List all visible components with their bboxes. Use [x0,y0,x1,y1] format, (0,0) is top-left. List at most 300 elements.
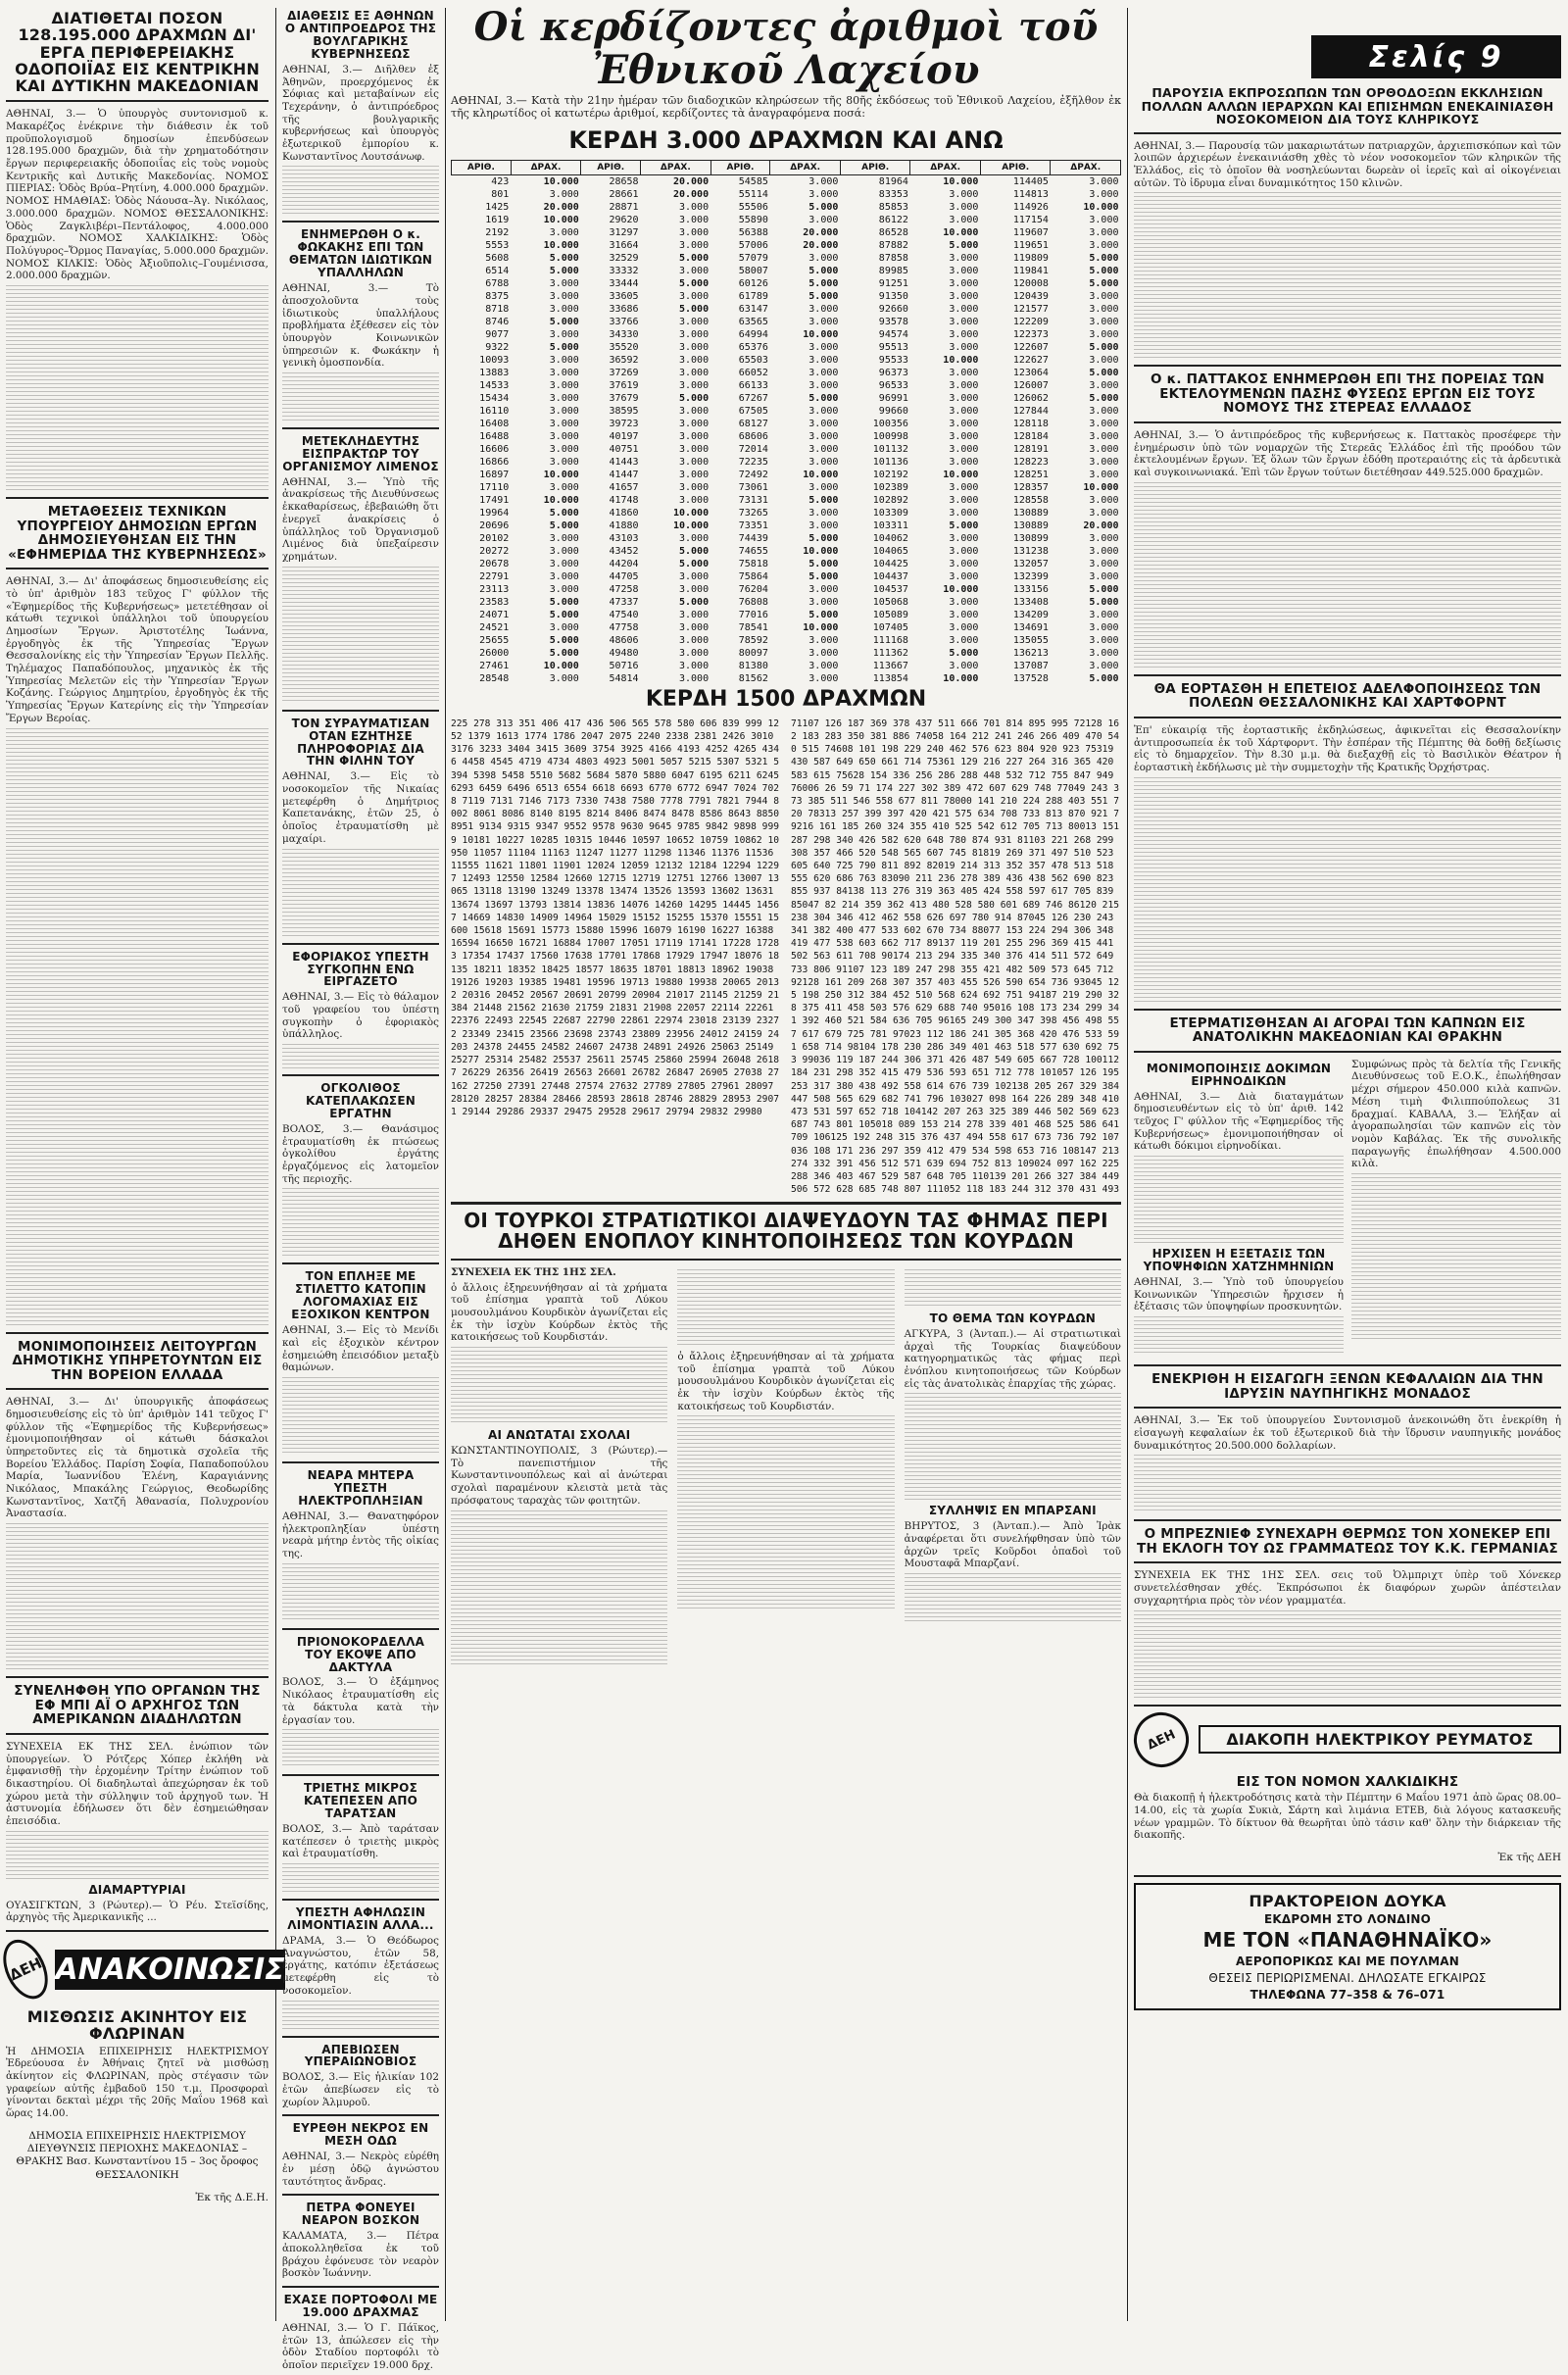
announcement-body: Θὰ διακοπῇ ἡ ἠλεκτροδότησις κατὰ τὴν Πέμπτην 6 Μαΐου 1971 ἀπὸ ὥρας 08.00–14.00, εἰς τὰ χωρία Συκιὰ, Σάρτη καὶ λιμάνια ΕΤΕΒ, διὰ λόγους κατασκευῆς νέων γραμμῶν. Τὸ δίκτυον θὰ θεωρῆται ὑπὸ τάσιν καθ' ὅλην τὴν διάρκειαν τῆς διακοπῆς. [1134,1792,1561,1842]
prize-amount: 3.000 [949,443,979,455]
ticket-number: 80097 [738,647,768,659]
ticket-number: 135055 [1012,634,1049,646]
prize-amount: 3.000 [1089,456,1119,468]
winners-list-right: 71107 126 187 369 378 437 511 666 701 814 895 995 72128 162 183 283 350 381 886 74058 164 212 241 246 266 409 470 540 515 74608 101 198 229 240 462 576 623 804 920 923 75319 430 587 649 650 661 714 75361 129 216 227 264 316 365 420 583 615 75628 154 336 256 286 288 448 532 712 755 847 949 76006 26 59 71 174 227 302 389 472 607 629 748 77049 243 373 385 511 546 558 677 811 78000 141 210 224 288 403 551 720 78313 257 399 397 420 421 575 634 708 733 813 870 921 79216 161 185 260 324 355 410 525 542 612 705 713 80013 151 287 298 340 426 582 620 648 780 874 931 81103 221 268 299 308 357 466 520 548 565 607 745 81819 269 371 497 510 523 605 640 725 790 811 892 82019 214 313 352 357 478 513 518 555 620 686 763 83090 211 236 278 389 436 438 562 690 823 855 937 84138 113 276 319 363 405 424 558 597 617 705 839 85047 82 214 359 362 413 480 528 580 601 689 746 86120 215 238 304 346 412 462 558 626 697 780 914 87045 126 230 243 341 382 400 477 533 602 670 734 88077 153 224 294 306 348 419 477 538 603 662 717 89137 119 201 255 296 369 415 441 502 563 611 708 90174 213 294 335 340 376 414 511 572 649 733 806 91107 123 189 247 298 355 421 482 509 573 645 712 92128 161 209 268 307 357 403 455 526 590 654 736 93045 125 198 250 312 384 452 510 568 624 692 751 94187 219 290 328 375 411 458 503 576 629 688 740 95016 108 173 234 299 341 392 460 521 584 636 705 96165 249 300 347 398 456 498 557 617 679 725 781 97023 112 186 241 305 368 420 476 533 591 658 714 98104 178 230 286 349 401 463 518 577 630 692 753 99036 119 187 244 306 371 426 487 549 605 667 728 100112 184 231 298 352 415 479 536 593 651 712 778 101057 126 195 253 317 380 438 492 558 614 676 739 102138 205 267 329 384 447 508 565 629 682 741 796 103027 098 164 226 289 348 410 473 531 597 652 718 104142 207 263 325 389 446 502 569 623 687 743 801 105018 089 153 214 278 339 401 468 525 586 641 709 106125 192 248 315 376 437 494 558 617 673 736 792 107036 108 171 236 297 359 412 479 534 598 653 716 108147 213 274 332 391 456 512 571 639 694 752 813 109024 097 162 225 288 346 403 467 529 587 648 705 110139 201 266 327 384 449 506 572 628 685 748 807 111052 118 183 244 312 370 431 493 [791,717,1120,1194]
headline: ΘΑ ΕΟΡΤΑΣΘΗ Η ΕΠΕΤΕΙΟΣ ΑΔΕΛΦΟΠΟΙΗΣΕΩΣ ΤΩΝ ΠΟΛΕΩΝ ΘΕΣΣΑΛΟΝΙΚΗΣ ΚΑΙ ΧΑΡΤΦΟΡΝΤ [1153,680,1542,712]
table-row [452,596,1121,609]
announcement-title: ΜΙΣΘΩΣΙΣ ΑΚΙΝΗΤΟΥ ΕΙΣ ΦΛΩΡΙΝΑΝ [26,2007,248,2044]
ticket-number: 105068 [872,596,908,608]
table-row [452,328,1121,341]
ticket-number: 25655 [479,634,510,646]
prize-amount: 10.000 [803,545,839,557]
ticket-number: 19964 [479,507,510,519]
headline: ΟΓΚΟΛΙΘΟΣ ΚΑΤΕΠΛΑΚΩΣΕΝ ΕΡΓΑΤΗΝ [306,1081,416,1121]
table-row [452,609,1121,621]
prize-amount: 5.000 [549,507,579,519]
prize-amount: 3.000 [949,621,979,633]
prize-amount: 5.000 [549,634,579,646]
prize-amount: 3.000 [678,647,710,659]
prize-amount: 5.000 [1089,341,1119,353]
ad-line: ΕΚΔΡΟΜΗ ΣΤΟ ΛΟΝΔΙΝΟ [1263,1912,1432,1927]
ticket-number: 23113 [479,583,510,595]
headline: ΤΟΝ ΣΥΡΑΥΜΑΤΙΣΑΝ ΟΤΑΝ ΕΖΗΤΗΣΕ ΠΛΗΡΟΦΟΡΙΑΣ ΔΙΑ ΤΗΝ ΦΙΛΗΝ ΤΟΥ [291,716,430,768]
prize-amount: 3.000 [949,265,979,276]
ticket-number: 41860 [609,507,639,519]
prize-amount: 3.000 [808,520,839,531]
ticket-number: 33444 [609,277,639,289]
prize-amount: 3.000 [678,532,710,544]
prize-amount: 3.000 [949,392,979,404]
prize-amount: 5.000 [549,252,579,264]
prize-amount: 3.000 [949,277,979,289]
prize-amount: 3.000 [678,418,710,429]
prize-amount: 5.000 [549,596,579,608]
prize-amount: 3.000 [549,583,579,595]
table-row [452,174,1121,188]
article-body: ΑΘΗΝΑΙ, 3.— Τὸ ἀποσχολοῦντα τοὺς ἰδιωτικοὺς ὑπαλλήλους προβλήματα ἐξέθεσεν εἰς τὸν ὑπουργὸν Κοινωνικῶν ὑπηρεσιῶν κ. Φωκάκην ἡ γενικὴ ὁμοσπονδία. [282,282,439,370]
dei-logo: ΔΕΗ [1125,1703,1198,1775]
table-row [452,532,1121,545]
prize-amount: 3.000 [678,634,710,646]
prize-amount: 3.000 [1089,621,1119,633]
prize-amount: 3.000 [1089,379,1119,391]
prize-amount: 5.000 [808,532,839,544]
column-header-amount: ΔΡΑΧ. [1051,160,1121,174]
table-row [452,392,1121,405]
prize-amount: 3.000 [678,379,710,391]
ticket-number: 134209 [1012,609,1049,620]
table-row [452,277,1121,290]
ticket-number: 102892 [872,494,908,506]
ticket-number: 47758 [609,621,639,633]
prize-amount: 3.000 [549,481,579,493]
prize-amount: 3.000 [1089,405,1119,417]
prize-amount: 3.000 [949,494,979,506]
prize-amount: 3.000 [1089,532,1119,544]
ticket-number: 55506 [738,201,768,213]
article-body: ΔΡΑΜΑ, 3.— Ὁ Θεόδωρος Ἀναγνώστου, ἐτῶν 58, ἐργάτης, κατόπιν ἐξετάσεως μετεφέρθη εἰς τὸ νοσοκομεῖον. [282,1935,439,1997]
article-body: ΑΘΗΝΑΙ, 3.— Δι' ἀποφάσεως δημοσιευθείσης εἰς τὸ ὑπ' ἀριθμὸν 183 τεῦχος Γ' φύλλον τῆς «Ἐφημερίδος τῆς Κυβερνήσεως» μετετέθησαν οἱ κάτωθι τεχνικοὶ ὑπάλληλοι τοῦ ὑπουργείου Δημοσίων Ἔργων. Ἀριστοτέλης Ἰωάννα, ἐργοδηγὸς ἐκ τῆς Ὑπηρεσίας Ἔργων Θεσσαλονίκης εἰς τὴν Ὑπηρεσίαν Ἔργων Πελλῆς. Τηλέμαχος Παπαδόπουλος, μηχανικὸς ἐκ τῆς Ὑπηρεσίας Μελετῶν εἰς τὴν Ὑπηρεσίαν Ἔργων Κοζάνης. Γεώργιος Δημητρίου, ἐργοδηγὸς ἐκ τῆς Ὑπηρεσίας Ἔργων Κατερίνης εἰς τὴν Ὑπηρεσίαν Ἔργων Βεροίας. [6,575,269,724]
ticket-number: 16110 [479,405,510,417]
prize-amount: 10.000 [943,175,979,187]
prize-amount: 5.000 [808,265,839,276]
article-body: ΚΑΛΑΜΑΤΑ, 3.— Πέτρα ἀποκολληθεῖσα ἐκ τοῦ βράχου ἐφόνευσε τὸν νεαρὸν βοσκὸν Ἰωάννην. [282,2230,439,2280]
lottery-table [451,160,1121,685]
ticket-number: 121577 [1012,303,1049,315]
ticket-number: 38595 [609,405,639,417]
prize-amount: 5.000 [678,277,710,289]
headline: ΤΟΝ ΕΠΛΗΞΕ ΜΕ ΣΤΙΛΕΤΤΟ ΚΑΤΟΠΙΝ ΛΟΓΟΜΑΧΙΑΣ ΕΙΣ ΕΞΟΧΙΚΟΝ ΚΕΝΤΡΟΝ [291,1269,430,1322]
article-body: ΑΘΗΝΑΙ, 3.— Δι' ὑπουργικῆς ἀποφάσεως δημοσιευθείσης εἰς τὸ ὑπ' ἀριθμὸν 141 τεῦχος Γ' φύλλον τῆς «Ἐφημερίδος τῆς Κυβερνήσεως» ἐμονιμοποιήθησαν οἱ κάτωθι δάσκαλοι ὑπηρετοῦντες εἰς τὰ δημοτικὰ σχολεῖα τῆς Βορείου Ἑλλάδος. Παρίση Σοφία, Παπαδοπούλου Μαρία, Ἰωαννίδου Ἑλένη, Καραγιάννης Νικόλαος, Μπακάλης Γεώργιος, Θεοδωρίδης Κωνσταντῖνος, Χατζῆ Ἀθανασία, Πολυχρονίου Ἀναστασία. [6,1396,269,1520]
ticket-number: 119809 [1012,252,1049,264]
article-body: ΑΘΗΝΑΙ, 3.— Παρουσίᾳ τῶν μακαριωτάτων πατριαρχῶν, ἀρχιεπισκόπων καὶ τῶν λοιπῶν ἀρχιερέων ἐνεκαινιάσθη χθὲς τὸ νέον νοσοκομεῖον τῶν κληρικῶν τῆς Ἑλλάδος, εἰς τὸ ὁποῖον θὰ νοσηλεύωνται δωρεὰν οἱ ἱερεῖς καὶ αἱ οἰκογένειαι αὐτῶν. Τὸ ἱδρυμα εἶναι δυναμικότητος 150 κλινῶν. [1134,139,1561,189]
ticket-number: 20696 [479,520,510,531]
ticket-number: 801 [491,188,510,200]
headline: ΝΕΑΡΑ ΜΗΤΕΡΑ ΥΠΕΣΤΗ ΗΛΕΚΤΡΟΠΛΗΞΙΑΝ [298,1468,423,1508]
ticket-number: 130899 [1012,532,1049,544]
ticket-number: 102192 [872,469,908,480]
ticket-number: 128191 [1012,443,1049,455]
table-row [452,583,1121,596]
column-1 [6,0,285,2215]
article-body: ΑΘΗΝΑΙ, 3.— Ὁ ὑπουργὸς συντονισμοῦ κ. Μακαρέζος ἐνέκρινε τὴν διάθεσιν ἐκ τοῦ προϋπολογισμοῦ δημοσίων ἐπενδύσεων 128.195.000 δραχμῶν, διὰ τὴν χρηματοδότησιν ἔργων περιφερειακῆς ὁδοποιΐας εἰς τοὺς νομοὺς Κεντρικῆς καὶ Δυτικῆς Μακεδονίας. ΝΟΜΟΣ ΠΙΕΡΙΑΣ: Ὁδὸς Βρύα–Ρητίνη, 4.000.000 δραχμῶν. ΝΟΜΟΣ ΗΜΑΘΙΑΣ: Ὁδὸς Νάουσα–Ἀγ. Νικόλαος, 3.000.000 δραχμῶν. ΝΟΜΟΣ ΘΕΣΣΑΛΟΝΙΚΗΣ: Ὁδὸς Ζαγκλιβέρι–Πεντάλοφος, 4.000.000 δραχμῶν. ΝΟΜΟΣ ΧΑΛΚΙΔΙΚΗΣ: Ὁδὸς Πολύγυρος–Ὄρμος Παναγίας, 5.000.000 δραχμῶν. ΝΟΜΟΣ ΚΙΛΚΙΣ: Ὁδὸς Ἀξιοῦπολις–Γουμένισσα, 2.000.000 δραχμῶν. [6,108,269,282]
prize-amount: 10.000 [672,507,710,519]
ticket-number: 73265 [738,507,768,519]
ticket-number: 105089 [872,609,908,620]
article-body: ΑΘΗΝΑΙ, 3.— Εἰς τὸ νοσοκομεῖον τῆς Νικαίας μετεφέρθη ὁ Δημήτριος Καπετανάκης, ἐτῶν 25, ὁ ὁποῖος ἐτραυματίσθη μὲ μαχαίρι. [282,770,439,845]
table-row [452,405,1121,418]
table-row [452,545,1121,558]
prize-amount: 20.000 [803,226,839,238]
table-row [452,456,1121,469]
prize-amount: 5.000 [678,303,710,315]
ticket-number: 132057 [1012,558,1049,569]
ticket-number: 72492 [738,469,768,480]
announcement-body: Ἡ ΔΗΜΟΣΙΑ ΕΠΙΧΕΙΡΗΣΙΣ ΗΛΕΚΤΡΙΣΜΟΥ Ἐδρεύουσα ἐν Ἀθήναις ζητεῖ νὰ μισθώσῃ ἀκίνητον εἰς ΦΛΩΡΙΝΑΝ, πρὸς στέγασιν τῶν γραφείων αὐτῆς ἐμβαδοῦ 150 τ.μ. Προσφοραὶ γίνονται δεκταὶ μέχρι τῆς 20ῆς Μαΐου 1968 καὶ ὥρας 14.00. [6,2045,269,2119]
prize-amount: 5.000 [949,520,979,531]
ticket-number: 41447 [609,469,639,480]
ticket-number: 73351 [738,520,768,531]
ticket-number: 67505 [738,405,768,417]
prize-amount: 3.000 [949,379,979,391]
prize-amount: 3.000 [808,672,839,684]
prize-amount: 3.000 [949,507,979,519]
ticket-number: 36592 [609,354,639,366]
prize-amount: 3.000 [808,341,839,353]
table-row [452,647,1121,660]
ticket-number: 68127 [738,418,768,429]
ticket-number: 73131 [738,494,768,506]
prize-amount: 20.000 [672,188,710,200]
ticket-number: 64994 [738,328,768,340]
ticket-number: 2192 [485,226,510,238]
prize-amount: 3.000 [678,481,710,493]
prize-amount: 20.000 [803,239,839,251]
headline: ΔΙΑΘΕΣΙΣ ΕΞ ΑΘΗΝΩΝ Ο ΑΝΤΙΠΡΟΕΔΡΟΣ ΤΗΣ ΒΟΥΛΓΑΡΙΚΗΣ ΚΥΒΕΡΝΗΣΕΩΣ [284,9,437,61]
ticket-number: 119607 [1012,226,1049,238]
ticket-number: 65503 [738,354,768,366]
ticket-number: 101136 [872,456,908,468]
prize-amount: 3.000 [549,672,579,684]
ad-line: ΘΕΣΕΙΣ ΠΕΡΙΩΡΙΣΜΕΝΑΙ. ΔΗΛΩΣΑΤΕ ΕΓΚΑΙΡΩΣ [1208,1970,1487,1985]
announcement-signature: ΔΗΜΟΣΙΑ ΕΠΙΧΕΙΡΗΣΙΣ ΗΛΕΚΤΡΙΣΜΟΥ ΔΙΕΥΘΥΝΣΙΣ ΠΕΡΙΟΧΗΣ ΜΑΚΕΔΟΝΙΑΣ – ΘΡΑΚΗΣ Βασ. Κωνσταντίνου 15 – 3ος ὄροφος ΘΕΣΣΑΛΟΝΙΚΗ [16,2130,259,2181]
ticket-number: 67267 [738,392,768,404]
table-row [452,265,1121,277]
kurds-article [451,1208,1121,1670]
ticket-number: 32529 [609,252,639,264]
ticket-number: 37619 [609,379,639,391]
prize-amount: 3.000 [1089,290,1119,302]
prize-amount: 3.000 [949,201,979,213]
announcement-footer: Ἐκ τῆς Δ.Ε.Η. [195,2192,269,2204]
ticket-number: 37269 [609,367,639,378]
prize-amount: 10.000 [672,520,710,531]
ticket-number: 137528 [1012,672,1049,684]
prize-amount: 5.000 [1089,367,1119,378]
table-row [452,418,1121,430]
prize-amount: 5.000 [549,647,579,659]
page-label: Σελίς 9 [1311,35,1561,78]
prize-amount: 3.000 [949,545,979,557]
prize-amount: 3.000 [549,226,579,238]
prize-amount: 3.000 [808,481,839,493]
column-header-number: ΑΡΙΘ. [840,160,910,174]
prize-amount: 3.000 [808,647,839,659]
prize-amount: 3.000 [808,379,839,391]
ticket-number: 16488 [479,430,510,442]
prize-amount: 3.000 [678,469,710,480]
headline: ΜΟΝΙΜΟΠΟΙΗΣΕΙΣ ΛΕΙΤΟΥΡΓΩΝ ΔΗΜΟΤΙΚΗΣ ΥΠΗΡΕΤΟΥΝΤΩΝ ΕΙΣ ΤΗΝ ΒΟΡΕΙΟΝ ΕΛΛΑΔΑ [12,1338,263,1383]
ticket-number: 73061 [738,481,768,493]
ticket-number: 40197 [609,430,639,442]
article-body: ΑΘΗΝΑΙ, 3.— Ὁ Γ. Πάϊκος, ἐτῶν 13, ἀπώλεσεν εἰς τὴν ὁδὸν Σταδίου πορτοφόλι τὸ ὁποῖον περιεῖχεν 19.000 δρχ. [282,2322,439,2372]
ticket-number: 130889 [1012,507,1049,519]
table-row [452,507,1121,520]
prize-amount: 3.000 [808,596,839,608]
prize-amount: 3.000 [1089,430,1119,442]
ticket-number: 23583 [479,596,510,608]
announcement-header: ΑΝΑΚΟΙΝΩΣΙΣ [55,1950,284,1990]
prize-amount: 3.000 [949,316,979,327]
ticket-number: 35520 [609,341,639,353]
prize-amount: 3.000 [1089,443,1119,455]
ticket-number: 61789 [738,290,768,302]
dei-announcement [6,1938,285,2204]
ticket-number: 119651 [1012,239,1049,251]
column-header-number: ΑΡΙΘ. [452,160,512,174]
ticket-number: 128558 [1012,494,1049,506]
ticket-number: 87858 [878,252,908,264]
ticket-number: 122209 [1012,316,1049,327]
table-row [452,469,1121,481]
prize-amount: 3.000 [549,558,579,569]
prize-amount: 10.000 [543,175,579,187]
prize-amount: 3.000 [678,494,710,506]
ticket-number: 9077 [485,328,510,340]
prize-amount: 3.000 [1089,354,1119,366]
ticket-number: 41880 [609,520,639,531]
table-row [452,341,1121,354]
prize-amount: 20.000 [543,201,579,213]
prize-amount: 3.000 [808,456,839,468]
ticket-number: 33766 [609,316,639,327]
ticket-number: 128118 [1012,418,1049,429]
column-header-number: ΑΡΙΘ. [710,160,770,174]
ticket-number: 120008 [1012,277,1049,289]
ticket-number: 9322 [485,341,510,353]
column-header-amount: ΔΡΑΧ. [511,160,581,174]
prize-amount: 3.000 [808,507,839,519]
ticket-number: 55890 [738,214,768,225]
ad-line: ΜΕ ΤΟΝ «ΠΑΝΑΘΗΝΑΪΚΟ» [1202,1928,1493,1953]
ticket-number: 63565 [738,316,768,327]
prize-amount: 3.000 [1089,418,1119,429]
article-body: ΑΘΗΝΑΙ, 3.— Διῆλθεν ἐξ Ἀθηνῶν, προερχόμενος ἐκ Σόφιας καὶ μεταβαίνων εἰς Τεχεράνην, ὁ ἀντιπρόεδρος τῆς βουλγαρικῆς κυβερνήσεως καὶ ὑπουργὸς ἐξωτερικοῦ ἐμπορίου κ. Κωνσταντῖνος Λουτσάνωφ. [282,63,439,163]
prize-amount: 5.000 [678,392,710,404]
prize-amount: 5.000 [678,545,710,557]
prize-amount: 10.000 [543,660,579,671]
prize-amount: 3.000 [949,430,979,442]
ticket-number: 17491 [479,494,510,506]
ticket-number: 68606 [738,430,768,442]
prize-amount: 3.000 [549,277,579,289]
ticket-number: 5553 [485,239,510,251]
prize-amount: 3.000 [678,430,710,442]
ticket-number: 104437 [872,570,908,582]
ticket-number: 60126 [738,277,768,289]
announcement-footer: Ἐκ τῆς ΔΕΗ [1497,1852,1561,1864]
prize-amount: 10.000 [943,672,979,684]
prize-amount: 3.000 [808,252,839,264]
prize-amount: 3.000 [808,214,839,225]
ticket-number: 75864 [738,570,768,582]
ticket-number: 136213 [1012,647,1049,659]
ticket-number: 17110 [479,481,510,493]
ticket-number: 33605 [609,290,639,302]
article [6,1684,269,1924]
ticket-number: 31664 [609,239,639,251]
prize-amount: 3.000 [549,545,579,557]
ticket-number: 27461 [479,660,510,671]
table-row [452,316,1121,328]
headline: ΠΡΙΟΝΟΚΟΡΔΕΛΛΑ ΤΟΥ ΕΚΟΨΕ ΑΠΟ ΔΑΚΤΥΛΑ [296,1634,425,1674]
headline: ΕΝΗΜΕΡΩΘΗ Ο κ. ΦΩΚΑΚΗΣ ΕΠΙ ΤΩΝ ΘΕΜΑΤΩΝ ΙΔΙΩΤΙΚΩΝ ΥΠΑΛΛΗΛΩΝ [288,227,433,280]
prize-amount: 3.000 [808,405,839,417]
ticket-number: 104065 [872,545,908,557]
lottery-intro: ΑΘΗΝΑΙ, 3.— Κατὰ τὴν 21ην ἡμέραν τῶν διαδοχικῶν κληρώσεων τῆς 80ῆς ἐκδόσεως τοῦ Ἐθνικοῦ Λαχείου, ἐξῆλθον ἐκ τῆς κληρωτίδος οἱ κατωτέρω ἀριθμοί, κερδίζοντες τὰ ἀναγραφόμενα ποσά: [451,94,1121,121]
article-body: ΚΩΝΣΤΑΝΤΙΝΟΥΠΟΛΙΣ, 3 (Ρώυτερ).— Τὸ πανεπιστήμιον τῆς Κωνσταντινουπόλεως καὶ αἱ ἀνώτεραι σχολαὶ παραμένουν κλειστὰ μετὰ τὰς πρόσφατους ταραχὰς τῶν φοιτητῶν. [451,1445,668,1507]
prize-amount: 3.000 [1089,634,1119,646]
prize-amount: 3.000 [678,328,710,340]
prize-amount: 3.000 [1089,239,1119,251]
ticket-number: 20102 [479,532,510,544]
ticket-number: 28658 [609,175,639,187]
table-row [452,672,1121,685]
article-body: ΣΥΝΕΧΕΙΑ ΕΚ ΤΗΣ 1ΗΣ ΣΕΛ. σεις τοῦ Ὀλμπριχτ ὑπὲρ τοῦ Χόνεκερ συνετελέσθησαν χθές. Ἐκπρόσωποι ἐκ διαφόρων χωρῶν ἀπέστειλαν συγχαρητήρια πρὸς τὸν νέον γραμματέα. [1134,1569,1561,1607]
prize-amount: 3.000 [549,367,579,378]
table-row [452,430,1121,443]
prize-amount: 10.000 [803,328,839,340]
ticket-number: 41443 [609,456,639,468]
headline: ΑΠΕΒΙΩΣΕΝ ΥΠΕΡΑΙΩΝΟΒΙΟΣ [304,2042,417,2069]
ticket-number: 104062 [872,532,908,544]
article-body: ΒΗΡΥΤΟΣ, 3 (Ἀνταπ.).— Ἀπὸ Ἰρὰκ ἀναφέρεται ὅτι συνελήφθησαν ὑπὸ τῶν ἀρχῶν τρεῖς Κοῦρδοι ὁπαδοὶ τοῦ Μουσταφᾶ Μπαρζανί. [904,1520,1121,1570]
ticket-number: 91350 [878,290,908,302]
prize-amount: 5.000 [949,239,979,251]
table-row [452,570,1121,583]
lottery-heading-1500: ΚΕΡΔΗ 1500 ΔΡΑΧΜΩΝ [645,686,927,712]
announcement-subtitle: ΕΙΣ ΤΟΝ ΝΟΜΟΝ ΧΑΛΚΙΔΙΚΗΣ [1236,1773,1459,1790]
prize-amount: 3.000 [549,532,579,544]
headline: ΕΧΑΣΕ ΠΟΡΤΟΦΟΛΙ ΜΕ 19.000 ΔΡΑΧΜΑΣ [283,2293,438,2320]
ticket-number: 16408 [479,418,510,429]
article-body: ΑΘΗΝΑΙ, 3.— Εἰς τὸ Μενίδι καὶ εἰς ἐξοχικὸν κέντρον ἐσημειώθη ἐπεισόδιον μεταξὺ θαμώνων. [282,1324,439,1374]
ticket-number: 102389 [872,481,908,493]
prize-amount: 5.000 [1089,392,1119,404]
article-body: ΒΟΛΟΣ, 3.— Ἀπὸ ταράτσαν κατέπεσεν ὁ τριετὴς μικρὸς καὶ ἐτραυματίσθη. [282,1823,439,1860]
ticket-number: 66052 [738,367,768,378]
ticket-number: 16606 [479,443,510,455]
prize-amount: 3.000 [949,634,979,646]
prize-amount: 3.000 [1089,660,1119,671]
ticket-number: 78592 [738,634,768,646]
prize-amount: 5.000 [808,494,839,506]
subheading: ΤΟ ΘΕΜΑ ΤΩΝ ΚΟΥΡΔΩΝ [929,1311,1096,1325]
ticket-number: 33332 [609,265,639,276]
prize-amount: 3.000 [678,239,710,251]
headline: Ο ΜΠΡΕΖΝΙΕΦ ΣΥΝΕΧΑΡΗ ΘΕΡΜΩΣ ΤΟΝ ΧΟΝΕΚΕΡ ΕΠΙ ΤΗ ΕΚΛΟΓΗ ΤΟΥ ΩΣ ΓΡΑΜΜΑΤΕΩΣ ΤΟΥ Κ.Κ. ΓΕΡΜΑΝΙΑΣ [1137,1526,1558,1557]
prize-amount: 3.000 [808,354,839,366]
continuation-note: ΣΥΝΕΧΕΙΑ ΕΚ ΤΗΣ 1ΗΣ ΣΕΛ. [451,1266,616,1278]
prize-amount: 3.000 [1089,570,1119,582]
table-row [452,188,1121,201]
prize-amount: 3.000 [678,290,710,302]
prize-amount: 3.000 [678,367,710,378]
ticket-number: 1619 [485,214,510,225]
ticket-number: 16866 [479,456,510,468]
subheading: ΣΥΛΛΗΨΙΣ ΕΝ ΜΠΑΡΣΑΝΙ [928,1504,1097,1518]
prize-amount: 5.000 [808,570,839,582]
prize-amount: 3.000 [549,456,579,468]
prize-amount: 3.000 [549,188,579,200]
ticket-number: 117154 [1012,214,1049,225]
prize-amount: 3.000 [678,226,710,238]
ticket-number: 111362 [872,647,908,659]
prize-amount: 10.000 [943,469,979,480]
ticket-number: 128357 [1012,481,1049,493]
ticket-number: 96373 [878,367,908,378]
table-row [452,303,1121,316]
ticket-number: 28871 [609,201,639,213]
ticket-number: 113854 [872,672,908,684]
table-row [452,621,1121,634]
ticket-number: 93578 [878,316,908,327]
article-body: Ἐπ' εὐκαιρίᾳ τῆς ἑορταστικῆς ἐκδηλώσεως, ἀφικνεῖται εἰς Θεσσαλονίκην ἀντιπροσωπεία ἐκ τοῦ Χάρτφορντ. Τὴν ἑσπέραν τῆς Πέμπτης θὰ δοθῇ δεξίωσις εἰς τὸ δημαρχεῖον. Τὴν 8.30 μ.μ. θὰ διεξαχθῇ εἰς τὸ Βασιλικὸν Θέατρον ἡ ἑορταστικὴ ἐκδήλωσις μὲ τὴν συμμετοχὴν τῆς Κρατικῆς Ὀρχήστρας. [1134,723,1561,773]
ticket-number: 96533 [878,379,908,391]
prize-amount: 3.000 [808,430,839,442]
power-cut-announcement [1134,1712,1561,1767]
prize-amount: 10.000 [543,469,579,480]
prize-amount: 3.000 [949,188,979,200]
ticket-number: 100356 [872,418,908,429]
article-body: ΑΓΚΥΡΑ, 3 (Ἀνταπ.).— Αἱ στρατιωτικαὶ ἀρχαὶ τῆς Τουρκίας διαψεύδουν κατηγορηματικῶς τὰς φήμας περὶ ἐνόπλου κινητοποιήσεως τῶν Κούρδων εἰς τὰς ἀνατολικὰς ἐπαρχίας τῆς χώρας. [904,1327,1121,1390]
prize-amount: 3.000 [949,456,979,468]
ticket-number: 47337 [609,596,639,608]
ticket-number: 81964 [878,175,908,187]
article-body: Συμφώνως πρὸς τὰ δελτία τῆς Γενικῆς Διευθύνσεως τοῦ Ε.Ο.Κ., ἐπωλήθησαν μέχρι σήμερον 450.000 κιλὰ καπνῶν. Μέση τιμὴ Φιλιππούπολεως 31 δραχμαί. ΚΑΒΑΛΑ, 3.— Ἐλήξαν αἱ ἀγοραπωλησίαι τῶν καπνῶν εἰς τὸν νομὸν Καβάλας. Ἐκ τῆς συνολικῆς παραγωγῆς ἐπωλήθησαν 4.500.000 κιλὰ. [1351,1058,1561,1170]
ticket-number: 5608 [485,252,510,264]
prize-amount: 5.000 [678,252,710,264]
prize-amount: 3.000 [1089,214,1119,225]
headline: Ο κ. ΠΑΤΤΑΚΟΣ ΕΝΗΜΕΡΩΘΗ ΕΠΙ ΤΗΣ ΠΟΡΕΙΑΣ ΤΩΝ ΕΚΤΕΛΟΥΜΕΝΩΝ ΠΑΣΗΣ ΦΥΣΕΩΣ ΕΡΓΩΝ ΕΙΣ ΤΟΥΣ ΝΟΜΟΥΣ ΤΗΣ ΣΤΕΡΕΑΣ ΕΛΛΑΔΟΣ [1151,371,1544,417]
prize-amount: 10.000 [1083,201,1119,213]
table-row [452,443,1121,456]
ticket-number: 77016 [738,609,768,620]
article-body: ΒΟΛΟΣ, 3.— Ὁ ἐξάμηνος Νικόλαος ἐτραυματίσθη εἰς τὰ δάκτυλα κατὰ τὴν ἐργασίαν του. [282,1676,439,1726]
prize-amount: 3.000 [1089,303,1119,315]
headline: ΕΤΕΡΜΑΤΙΣΘΗΣΑΝ ΑΙ ΑΓΟΡΑΙ ΤΩΝ ΚΑΠΝΩΝ ΕΙΣ ΑΝΑΤΟΛΙΚΗΝ ΜΑΚΕΔΟΝΙΑΝ ΚΑΙ ΘΡΑΚΗΝ [1169,1014,1526,1046]
prize-amount: 10.000 [943,583,979,595]
prize-amount: 10.000 [803,621,839,633]
prize-amount: 5.000 [949,647,979,659]
article-body: ΒΟΛΟΣ, 3.— Θανάσιμος ἐτραυματίσθη ἐκ πτώσεως ὀγκολίθου ἐργάτης ἐργαζόμενος εἰς λατομεῖον τῆς περιοχῆς. [282,1123,439,1185]
article-body: ΟΥΑΣΙΓΚΤΩΝ, 3 (Ρώυτερ).— Ὁ Ρέυ. Στεϊσίδης, ἀρχηγὸς τῆς Ἀμερικανικῆς ... [6,1899,269,1924]
ticket-number: 43103 [609,532,639,544]
prize-amount: 3.000 [549,354,579,366]
headline: ΟΙ ΤΟΥΡΚΟΙ ΣΤΡΑΤΙΩΤΙΚΟΙ ΔΙΑΨΕΥΔΟΥΝ ΤΑΣ ΦΗΜΑΣ ΠΕΡΙ ΔΗΘΕΝ ΕΝΟΠΛΟΥ ΚΙΝΗΤΟΠΟΙΗΣΕΩΣ ΤΩΝ ΚΟΥΡΔΩΝ [464,1208,1108,1254]
prize-amount: 3.000 [949,252,979,264]
ticket-number: 63147 [738,303,768,315]
